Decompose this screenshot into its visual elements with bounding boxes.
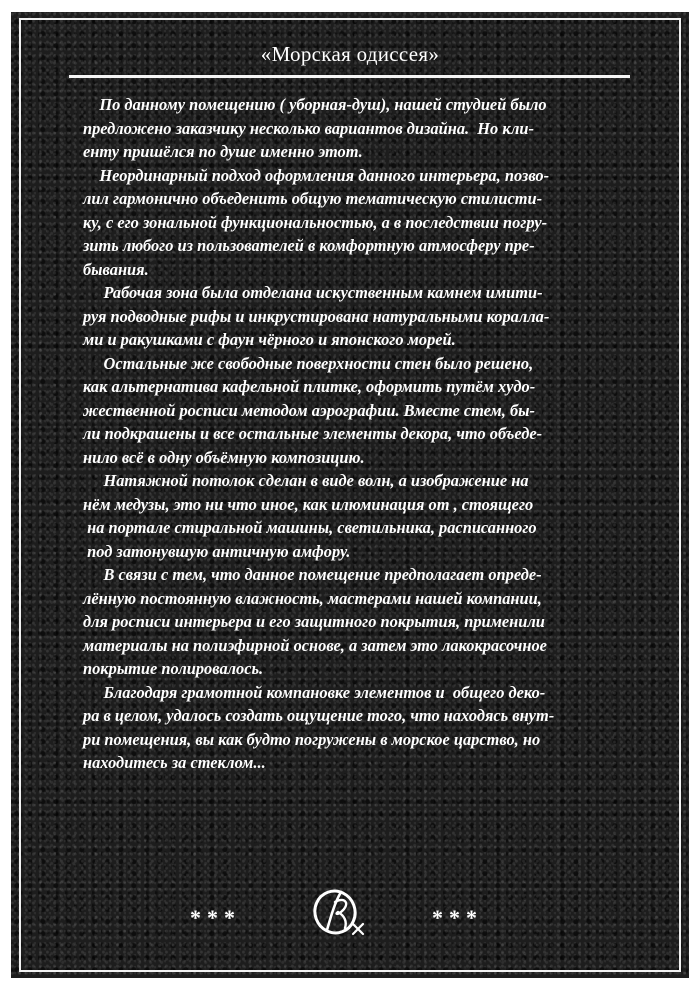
text-line: нём медузы, это ни что иное, как илюминация от , стоящего: [83, 494, 534, 514]
text-line: как альтернатива кафельной плитке, оформить путём худо-: [83, 377, 536, 396]
text-line: Благодаря грамотной компановке элементов и общего деко-: [83, 682, 546, 702]
text-line: предложено заказчику несколько вариантов дизайна. Но кли-: [83, 118, 534, 138]
text-line: ра в целом, удалось создать ощущение того, что находясь внут-: [83, 706, 555, 725]
text-line: под затонувшую античную амфору.: [83, 541, 351, 561]
article-body: [83, 93, 663, 775]
text-line: материалы на полиэфирной основе, а затем это лакокрасочное: [83, 635, 547, 655]
text-line: покрытие полировалось.: [83, 659, 264, 678]
page-title: «Морская одиссея»: [260, 42, 440, 66]
text-line: По данному помещению ( уборная-душ), нашей студией было: [83, 95, 547, 114]
text-line: ку, с его зональной функциональностью, а в последствии погру-: [83, 212, 548, 232]
text-line: для росписи интерьера и его защитного покрытия, применили: [83, 612, 545, 631]
stars-right: ***: [432, 905, 483, 930]
text-line: Рабочая зона была отделана искуственным камнем имити-: [83, 283, 543, 302]
text-line: Остальные же свободные поверхности стен было решено,: [83, 353, 534, 373]
title-underline: [69, 75, 630, 78]
text-line: лил гармонично объеденить общую тематическую стилисти-: [83, 189, 543, 208]
text-line: ри помещения, вы как будто погружены в морское царство, но: [83, 729, 541, 749]
text-line: лённую постоянную влажность, мастерами нашей компании,: [83, 588, 542, 608]
text-line: В связи с тем, что данное помещение предполагает опреде-: [83, 565, 542, 584]
stars-left: ***: [190, 905, 241, 930]
text-line: Натяжной потолок сделан в виде волн, а изображение на: [83, 471, 529, 490]
text-line: находитесь за стеклом...: [83, 753, 266, 772]
text-line: руя подводные рифы и инкрустирована натуральными коралла-: [83, 306, 550, 326]
text-line: зить любого из пользователей в комфортную атмосферу пре-: [83, 236, 535, 255]
text-line: ли подкрашены и все остальные элементы декора, что объеде-: [83, 424, 543, 443]
text-line: нило всё в одну объёмную композицию.: [83, 447, 365, 467]
text-line: жественной росписи методом аэрографии. Вместе стем, бы-: [83, 400, 535, 420]
text-line: енту пришёлся по душе именно этот.: [83, 142, 363, 161]
text-line: Неординарный подход оформления данного интерьера, позво-: [83, 165, 550, 185]
signature-monogram-icon: [305, 882, 377, 942]
text-line: бывания.: [83, 259, 149, 279]
text-line: ми и ракушками с фаун чёрного и японского морей.: [83, 330, 456, 349]
text-line: на портале стиральной машины, светильника, расписанного: [83, 518, 537, 537]
